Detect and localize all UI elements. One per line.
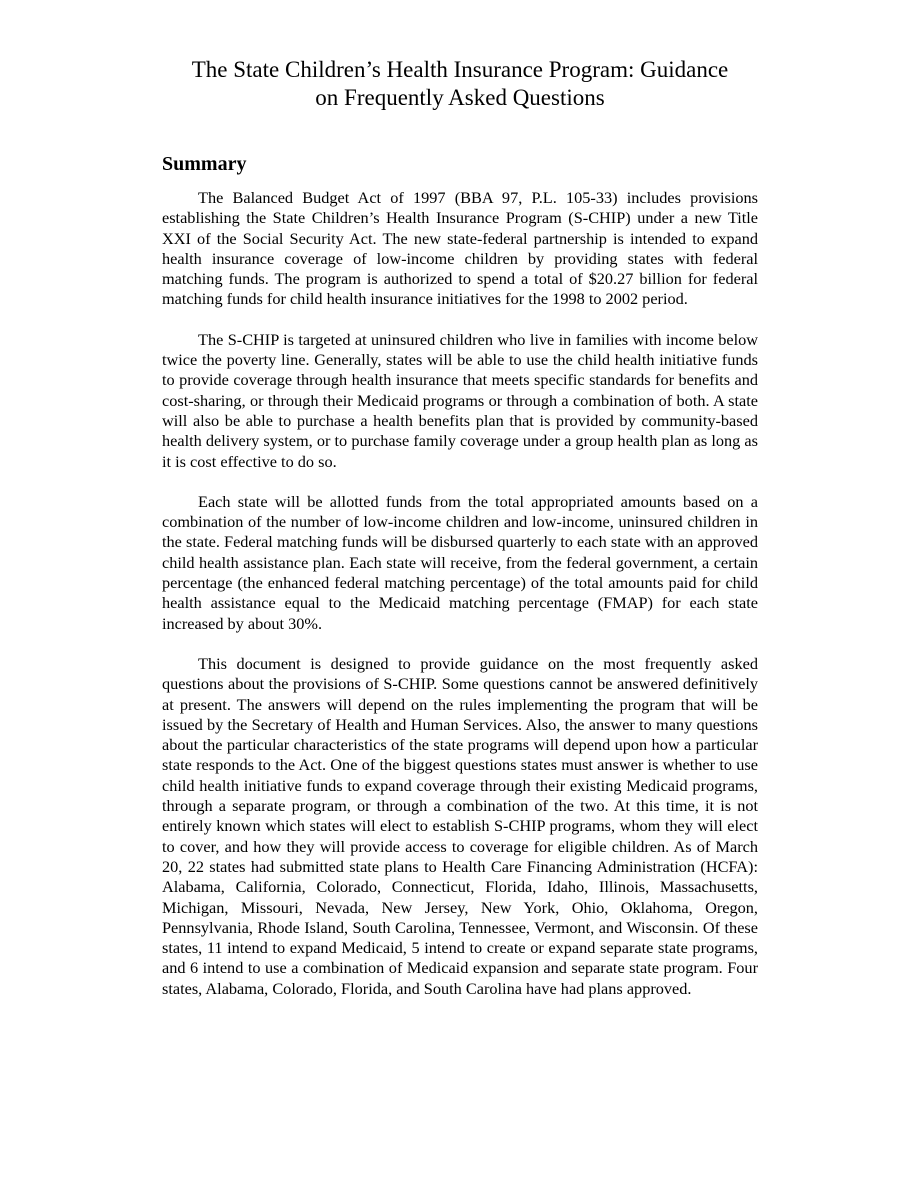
summary-paragraph-2: The S-CHIP is targeted at uninsured children who live in families with income below twice the poverty line. Generally, states will be able to use the child health initiative funds to provide coverage through health insurance that meets specific standards for benefits and cost-sharing, or through their Medicaid programs or through a combination of both. A state will also be able to purchase a health benefits plan that is provided by community-based health delivery system, or to purchase family coverage under a group health plan as long as it is cost effective to do so. [162,329,758,471]
title-line-1: The State Children’s Health Insurance Program: Guidance [191,57,729,82]
summary-heading: Summary [162,153,247,175]
title-line-2: on Frequently Asked Questions [315,85,605,110]
summary-paragraph-3: Each state will be allotted funds from the total appropriated amounts based on a combination of the number of low-income children and low-income, uninsured children in the state. Federal matching funds will be disbursed quarterly to each state with an approved child health assistance plan. Each state will receive, from the federal government, a certain percentage (the enhanced federal matching percentage) of the total amounts paid for child health assistance equal to the Medicaid matching percentage (FMAP) for each state increased by about 30%. [162,491,758,633]
document-title [132,56,788,112]
summary-paragraph-4: This document is designed to provide guidance on the most frequently asked questions about the provisions of S-CHIP. Some questions cannot be answered definitively at present. The answers will depend on the rules implementing the program that will be issued by the Secretary of Health and Human Services. Also, the answer to many questions about the particular characteristics of the state programs will depend upon how a particular state responds to the Act. One of the biggest questions states must answer is whether to use child health initiative funds to expand coverage through their existing Medicaid programs, through a separate program, or through a combination of the two. At this time, it is not entirely known which states will elect to establish S-CHIP programs, whom they will elect to cover, and how they will provide access to coverage for eligible children. As of March 20, 22 states had submitted state plans to Health Care Financing Administration (HCFA): Alabama, California, Colorado, Connecticut, Florida, Idaho, Illinois, Massachusetts, Michigan, Missouri, Nevada, New Jersey, New York, Ohio, Oklahoma, Oregon, Pennsylvania, Rhode Island, South Carolina, Tennessee, Vermont, and Wisconsin. Of these states, 11 intend to expand Medicaid, 5 intend to create or expand separate state programs, and 6 intend to use a combination of Medicaid expansion and separate state program. Four states, Alabama, Colorado, Florida, and South Carolina have had plans approved. [162,653,758,998]
document-page [162,56,758,1019]
summary-paragraph-1: The Balanced Budget Act of 1997 (BBA 97, P.L. 105-33) includes provisions establishing the State Children’s Health Insurance Program (S-CHIP) under a new Title XXI of the Social Security Act. The new state-federal partnership is intended to expand health insurance coverage of low-income children by providing states with federal matching funds. The program is authorized to spend a total of $20.27 billion for federal matching funds for child health insurance initiatives for the 1998 to 2002 period. [162,188,758,309]
